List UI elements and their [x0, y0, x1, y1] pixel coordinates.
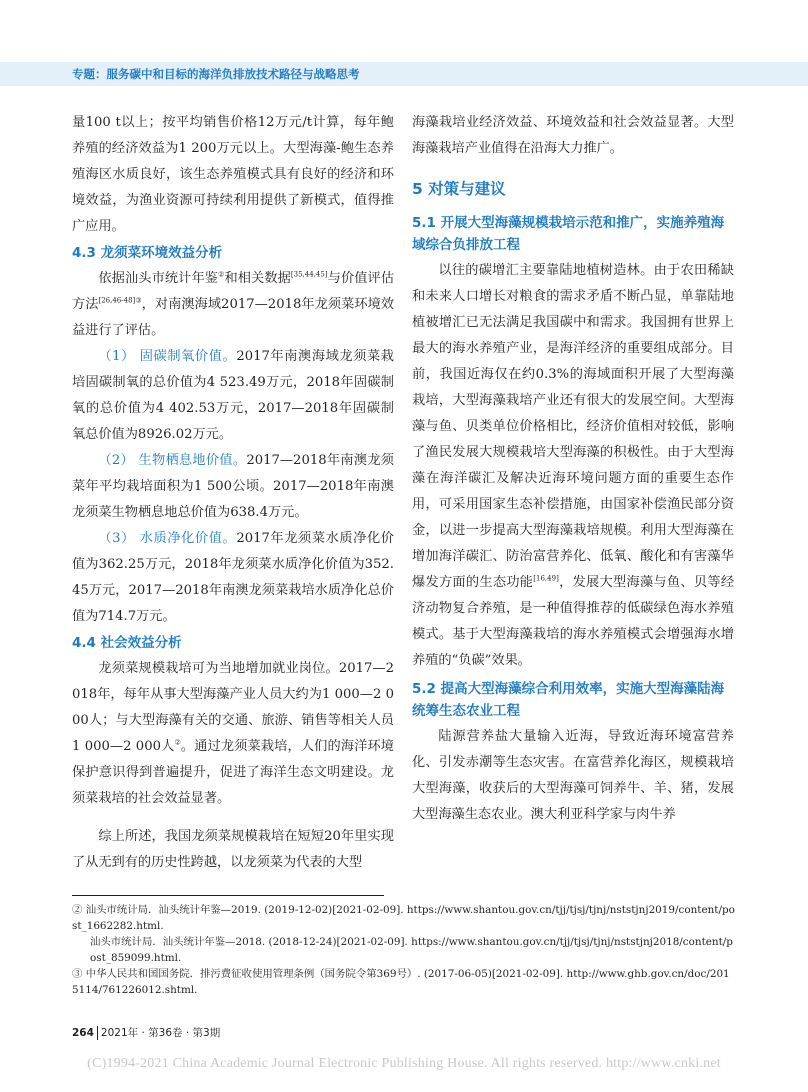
- footnote-url[interactable]: (2019-12-02)[2021-02-09]. https://www.shantou.gov.cn/tjj/tjsj/tjnj/nststjnj2019/content/post_1662282.html.: [72, 904, 735, 932]
- paragraph: 龙须菜规模栽培可为当地增加就业岗位。2017—2018年，每年从事大型海藻产业人员大约为1 000—2 000人；与大型海藻有关的交通、旅游、销售等相关人员1 000—2 000人②。通过龙须菜栽培，人们的海洋环境保护意识得到普遍提升，促进了海洋生态文明建设。龙须菜栽培的社会效益显著。: [72, 661, 394, 806]
- paragraph: 量100 t以上；按平均销售价格12万元/t计算，每年鲍养殖的经济效益为1 200万元以上。大型海藻-鲍生态养殖海区水质良好，该生态养殖模式具有良好的经济和环境效益，为渔业资源可持续利用提供了新模式，值得推广应用。: [72, 115, 394, 234]
- list-item: （2） 生物栖息地价值。2017—2018年南澳龙须菜年平均栽培面积为1 500公顷。2017—2018年南澳龙须菜生物栖息地总价值为638.4万元。: [72, 453, 394, 520]
- list-item: （1） 固碳制氧价值。2017年南澳海域龙须菜栽培固碳制氧的总价值为4 523.49万元，2018年固碳制氧的总价值为4 402.53万元，2017—2018年固碳制氧总价值为8926.02万元。: [72, 349, 394, 442]
- list-item: （3） 水质净化价值。2017年龙须菜水质净化价值为362.25万元，2018年龙须菜水质净化价值为352.45万元，2017—2018年南澳龙须菜栽培水质净化总价值为714.7万元。: [72, 531, 394, 624]
- footnote-mark[interactable]: ③: [135, 296, 142, 305]
- footnote-url[interactable]: (2018-12-24)[2021-02-09]. https://www.shantou.gov.cn/tjj/tjsj/tjnj/nststjnj2018/content/post_859099.html.: [90, 936, 733, 964]
- journal-issue: 2021年 · 第36卷 · 第3期: [100, 1027, 221, 1039]
- item-label: （1） 固碳制氧价值。: [98, 349, 237, 364]
- section-heading-5-1: 5.1 开展大型海藻规模栽培示范和推广，实施养殖海域综合负排放工程: [412, 215, 725, 253]
- footnote-url[interactable]: (2017-06-05)[2021-02-09]. http://www.ghb.gov.cn/doc/2015114/761226012.shtml.: [72, 968, 730, 996]
- footnote-divider: [72, 895, 384, 896]
- paragraph: 依据汕头市统计年鉴②和相关数据[35,44,45]与价值评估方法$^{[26,46-48]③}$，对南澳海域2017—2018年龙须菜环境效益进行了评估。: [72, 270, 395, 338]
- footnotes: [72, 902, 736, 998]
- footnote-2-cont: 汕头市统计局．汕头统计年鉴—2018. (2018-12-24)[2021-02-09]. https://www.shantou.gov.cn/tjj/tjsj/tjnj/nststjnj2018/content/post_859099.html.: [90, 936, 733, 964]
- copyright-watermark: (C)1994-2021 China Academic Journal Electronic Publishing House. All rights reserved. http://www.cnki.net: [87, 1056, 721, 1071]
- section-heading-4-4: 4.4 社会效益分析: [72, 635, 182, 651]
- citation[interactable]: [35,44,45]: [290, 270, 328, 279]
- running-header-title: 专题：服务碳中和目标的海洋负排放技术路径与战略思考: [72, 67, 360, 81]
- paragraph: 海藻栽培业经济效益、环境效益和社会效益显著。大型海藻栽培产业值得在沿海大力推广。: [412, 115, 734, 156]
- section-heading-5-2: 5.2 提高大型海藻综合利用效率，实施大型海藻陆海统筹生态农业工程: [412, 681, 725, 719]
- item-label: （2） 生物栖息地价值。: [98, 453, 247, 468]
- section-heading-4-3: 4.3 龙须菜环境效益分析: [72, 245, 223, 261]
- left-column: [72, 110, 394, 876]
- citation[interactable]: [26,46-48]: [98, 296, 136, 305]
- page-footer: [72, 1025, 220, 1040]
- paragraph: 陆源营养盐大量输入近海，导致近海环境富营养化、引发赤潮等生态灾害。在富营养化海区，规模栽培大型海藻，收获后的大型海藻可饲养牛、羊、猪，发展大型海藻生态农业。澳大利亚科学家与肉牛养: [412, 729, 734, 822]
- right-column: [412, 110, 734, 828]
- section-heading-5: 5 对策与建议: [412, 180, 506, 198]
- item-label: （3） 水质净化价值。: [98, 531, 237, 546]
- footnote-mark[interactable]: ②: [174, 738, 181, 747]
- footer-divider: [97, 1026, 98, 1040]
- footnote-3: ③ 中华人民共和国国务院．排污费征收使用管理条例（国务院令第369号）. (2017-06-05)[2021-02-09]. http://www.ghb.gov.cn/doc/2015114/761226012.shtml.: [72, 968, 730, 996]
- footnote-2: ② 汕头市统计局．汕头统计年鉴—2019. (2019-12-02)[2021-02-09]. https://www.shantou.gov.cn/tjj/tjsj/tjnj/nststjnj2019/content/post_1662282.html.: [72, 904, 735, 932]
- citation[interactable]: [16,49]: [533, 574, 559, 583]
- footnote-mark[interactable]: ②: [218, 270, 225, 279]
- paragraph: 综上所述，我国龙须菜规模栽培在短短20年里实现了从无到有的历史性跨越，以龙须菜为代表的大型: [72, 829, 394, 870]
- paragraph: 以往的碳增汇主要靠陆地植树造林。由于农田稀缺和未来人口增长对粮食的需求矛盾不断凸显，单靠陆地植被增汇已无法满足我国碳中和需求。我国拥有世界上最大的海水养殖产业，是海洋经济的重要组成部分。目前，我国近海仅在约0.3%的海域面积开展了大型海藻栽培，大型海藻栽培产业还有很大的发展空间。大型海藻与鱼、贝类单位价格相比，经济价值相对较低，影响了渔民发展大规模栽培大型海藻的积极性。由于大型海藻在海洋碳汇及解决近海环境问题方面的重要生态作用，可采用国家生态补偿措施，由国家补偿渔民部分资金，以进一步提高大型海藻栽培规模。利用大型海藻在增加海洋碳汇、防治富营养化、低氧、酸化和有害藻华爆发方面的生态功能[16,49]，发展大型海藻与鱼、贝等经济动物复合养殖，是一种值得推荐的低碳绿色海水养殖模式。基于大型海藻栽培的海水养殖模式会增强海水增养殖的“负碳”效果。: [412, 263, 735, 668]
- page-number: 264: [72, 1027, 94, 1039]
